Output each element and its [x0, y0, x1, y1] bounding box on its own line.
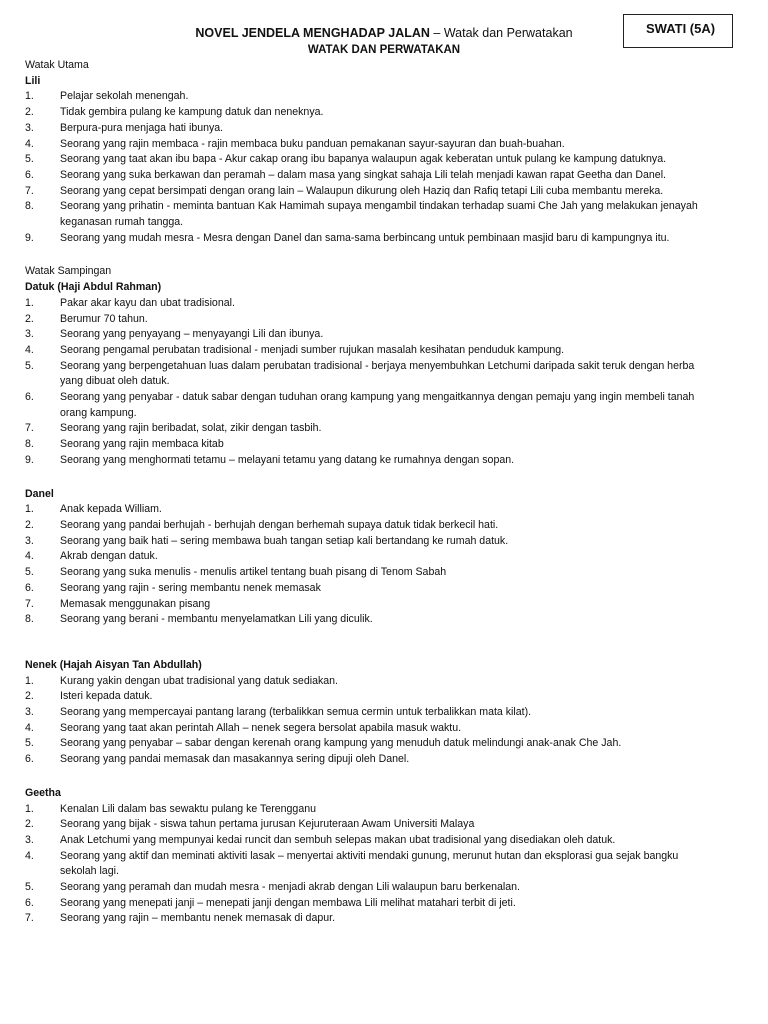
list-item	[25, 121, 705, 137]
list-item	[25, 752, 705, 768]
item-text: Seorang yang rajin beribadat, solat, zikir dengan tasbih.	[60, 422, 322, 435]
item-number: 1.	[25, 90, 34, 103]
item-text: Memasak menggunakan pisang	[60, 597, 211, 610]
item-number: 7.	[25, 912, 34, 925]
section-gap	[25, 628, 705, 658]
class-badge: SWATI (5A)	[623, 14, 733, 48]
item-number: 3.	[25, 534, 34, 547]
list-item	[25, 359, 705, 390]
list-item	[25, 849, 705, 880]
list-item	[25, 184, 705, 200]
item-number: 8.	[25, 438, 34, 451]
item-number: 4.	[25, 721, 34, 734]
item-number: 3.	[25, 833, 34, 846]
item-text: Seorang pengamal perubatan tradisional - menjadi sumber rujukan masalah kesihatan penduduk kampung.	[60, 343, 565, 356]
list-item	[25, 437, 705, 453]
item-text: Seorang yang suka menulis - menulis artikel tentang buah pisang di Tenom Sabah	[60, 566, 447, 579]
item-number: 6.	[25, 391, 34, 404]
list-item	[25, 312, 705, 328]
document-title-rest: – Watak dan Perwatakan	[429, 26, 573, 40]
list-item	[25, 421, 705, 437]
item-number: 1.	[25, 674, 34, 687]
item-number: 5.	[25, 566, 34, 579]
item-number: 5.	[25, 153, 34, 166]
trait-list	[25, 674, 705, 768]
section-gap	[25, 768, 705, 786]
item-text: Seorang yang penyabar – sabar dengan kerenah orang kampung yang menuduh datuk melindungi anak-anak Che Jah.	[60, 737, 622, 750]
item-text: Seorang yang penyayang – menyayangi Lili dan ibunya.	[60, 328, 324, 341]
item-text: Seorang yang rajin membaca - rajin membaca buku panduan pemakanan sayur-sayuran dan buah-buahan.	[60, 137, 565, 150]
character-name: Nenek (Hajah Aisyan Tan Abdullah)	[25, 658, 202, 671]
list-item	[25, 736, 705, 752]
list-item	[25, 502, 705, 518]
list-item	[25, 612, 705, 628]
item-text: Seorang yang taat akan perintah Allah – nenek segera bersolat apabila masuk waktu.	[60, 721, 462, 734]
list-item	[25, 911, 705, 927]
item-text: Akrab dengan datuk.	[60, 550, 158, 563]
item-text: Seorang yang berani - membantu menyelamatkan Lili yang diculik.	[60, 613, 373, 626]
trait-list	[25, 802, 705, 928]
section-gap	[25, 246, 705, 264]
section	[25, 487, 705, 628]
section	[25, 58, 705, 246]
trait-list	[25, 296, 705, 469]
list-item	[25, 231, 705, 247]
list-item	[25, 833, 705, 849]
list-item	[25, 390, 705, 421]
item-number: 6.	[25, 168, 34, 181]
section	[25, 658, 705, 768]
list-item	[25, 168, 705, 184]
list-item	[25, 89, 705, 105]
item-text: Seorang yang pandai berhujah - berhujah dengan berhemah supaya datuk tidak berkecil hati.	[60, 518, 499, 531]
item-number: 6.	[25, 753, 34, 766]
item-text: Seorang yang bijak - siswa tahun pertama jurusan Kejuruteraan Awam Universiti Malaya	[60, 818, 475, 831]
item-number: 6.	[25, 896, 34, 909]
list-item	[25, 137, 705, 153]
item-text: Seorang yang rajin membaca kitab	[60, 438, 224, 451]
item-number: 7.	[25, 184, 34, 197]
item-text: Pelajar sekolah menengah.	[60, 90, 189, 103]
item-text: Seorang yang penyabar - datuk sabar dengan tuduhan orang kampung yang mengaitkannya dengan pemaju yang ingin membeli tanah orang kampung.	[60, 391, 695, 419]
item-text: Isteri kepada datuk.	[60, 690, 153, 703]
character-name: Danel	[25, 487, 54, 500]
trait-list	[25, 502, 705, 628]
item-number: 7.	[25, 597, 34, 610]
item-number: 5.	[25, 737, 34, 750]
item-number: 4.	[25, 343, 34, 356]
list-item	[25, 689, 705, 705]
item-number: 1.	[25, 802, 34, 815]
document-content	[25, 58, 705, 927]
item-text: Berpura-pura menjaga hati ibunya.	[60, 121, 224, 134]
list-item	[25, 705, 705, 721]
trait-list	[25, 89, 705, 246]
list-item	[25, 518, 705, 534]
item-text: Seorang yang menepati janji – menepati janji dengan membawa Lili melihat matahari terbit di jeti.	[60, 896, 516, 909]
item-text: Seorang yang mempercayai pantang larang (terbalikkan semua cermin untuk terbalikkan mata kilat).	[60, 706, 532, 719]
item-number: 4.	[25, 550, 34, 563]
item-text: Seorang yang taat akan ibu bapa - Akur cakap orang ibu bapanya walaupun agak keberatan untuk pulang ke kampung datuknya.	[60, 153, 667, 166]
list-item	[25, 674, 705, 690]
item-number: 8.	[25, 613, 34, 626]
item-number: 8.	[25, 200, 34, 213]
list-item	[25, 453, 705, 469]
item-text: Seorang yang aktif dan meminati aktiviti lasak – menyertai aktiviti mendaki gunung, merunut hutan dan eksplorasi gua sejak bangku sekolah lagi.	[60, 849, 679, 878]
list-item	[25, 534, 705, 550]
item-text: Kenalan Lili dalam bas sewaktu pulang ke Terengganu	[60, 802, 316, 815]
list-item	[25, 896, 705, 912]
section	[25, 786, 705, 927]
item-text: Seorang yang peramah dan mudah mesra - menjadi akrab dengan Lili walaupun baru berkenalan.	[60, 881, 520, 894]
section-gap	[25, 469, 705, 487]
item-text: Pakar akar kayu dan ubat tradisional.	[60, 296, 235, 309]
character-name: Lili	[25, 74, 41, 87]
item-number: 9.	[25, 231, 34, 244]
document-title	[0, 26, 768, 40]
item-number: 5.	[25, 359, 34, 372]
item-number: 3.	[25, 121, 34, 134]
list-item	[25, 802, 705, 818]
list-item	[25, 817, 705, 833]
item-number: 4.	[25, 849, 34, 862]
list-item	[25, 581, 705, 597]
character-name: Datuk (Haji Abdul Rahman)	[25, 281, 162, 294]
item-number: 3.	[25, 328, 34, 341]
item-text: Anak Letchumi yang mempunyai kedai runcit dan sembuh selepas makan ubat tradisional yang disediakan oleh datuk.	[60, 833, 616, 846]
item-text: Seorang yang rajin - sering membantu nenek memasak	[60, 581, 321, 594]
item-text: Berumur 70 tahun.	[60, 312, 148, 325]
item-text: Seorang yang prihatin - meminta bantuan Kak Hamimah supaya mengambil tindakan terhadap suami Che Jah yang melakukan jenayah keganasan rumah tangga.	[60, 200, 698, 229]
item-text: Seorang yang suka berkawan dan peramah – dalam masa yang singkat sahaja Lili telah menjadi kawan rapat Geetha dan Danel.	[60, 168, 666, 181]
section-heading: Watak Utama	[25, 59, 89, 71]
list-item	[25, 327, 705, 343]
list-item	[25, 152, 705, 168]
item-number: 3.	[25, 706, 34, 719]
list-item	[25, 597, 705, 613]
list-item	[25, 880, 705, 896]
item-number: 6.	[25, 581, 34, 594]
item-text: Anak kepada William.	[60, 503, 162, 516]
character-name: Geetha	[25, 786, 61, 799]
item-text: Seorang yang berpengetahuan luas dalam perubatan tradisional - berjaya menyembuhkan Letchumi daripada sakit teruk dengan herba yang dibuat oleh datuk.	[60, 359, 695, 388]
section-heading: Watak Sampingan	[25, 265, 112, 278]
item-text: Seorang yang baik hati – sering membawa buah tangan setiap kali bertandang ke rumah datuk.	[60, 534, 509, 547]
item-text: Kurang yakin dengan ubat tradisional yang datuk sediakan.	[60, 674, 338, 687]
item-text: Seorang yang menghormati tetamu – melayani tetamu yang datang ke rumahnya dengan sopan.	[60, 453, 515, 466]
item-number: 4.	[25, 137, 34, 150]
item-text: Seorang yang mudah mesra - Mesra dengan Danel dan sama-sama berbincang untuk pembinaan masjid baru di kampungnya itu.	[60, 231, 670, 244]
item-number: 2.	[25, 106, 34, 119]
list-item	[25, 296, 705, 312]
item-text: Seorang yang cepat bersimpati dengan orang lain – Walaupun dikurung oleh Haziq dan Rafiq tetapi Lili cuba membantu mereka.	[60, 184, 664, 197]
list-item	[25, 199, 705, 230]
list-item	[25, 549, 705, 565]
list-item	[25, 105, 705, 121]
item-text: Tidak gembira pulang ke kampung datuk dan neneknya.	[60, 106, 324, 119]
item-number: 2.	[25, 312, 34, 325]
item-number: 7.	[25, 422, 34, 435]
item-number: 9.	[25, 453, 34, 466]
section	[25, 264, 705, 468]
item-number: 1.	[25, 503, 34, 516]
list-item	[25, 565, 705, 581]
item-number: 5.	[25, 881, 34, 894]
document-title-main: NOVEL JENDELA MENGHADAP JALAN	[195, 26, 430, 40]
item-number: 2.	[25, 818, 34, 831]
document-subtitle: WATAK DAN PERWATAKAN	[307, 44, 461, 56]
list-item	[25, 343, 705, 359]
item-number: 2.	[25, 690, 34, 703]
item-text: Seorang yang rajin – membantu nenek memasak di dapur.	[60, 912, 336, 925]
item-number: 2.	[25, 518, 34, 531]
item-text: Seorang yang pandai memasak dan masakannya sering dipuji oleh Danel.	[60, 753, 410, 766]
list-item	[25, 721, 705, 737]
item-number: 1.	[25, 296, 34, 309]
